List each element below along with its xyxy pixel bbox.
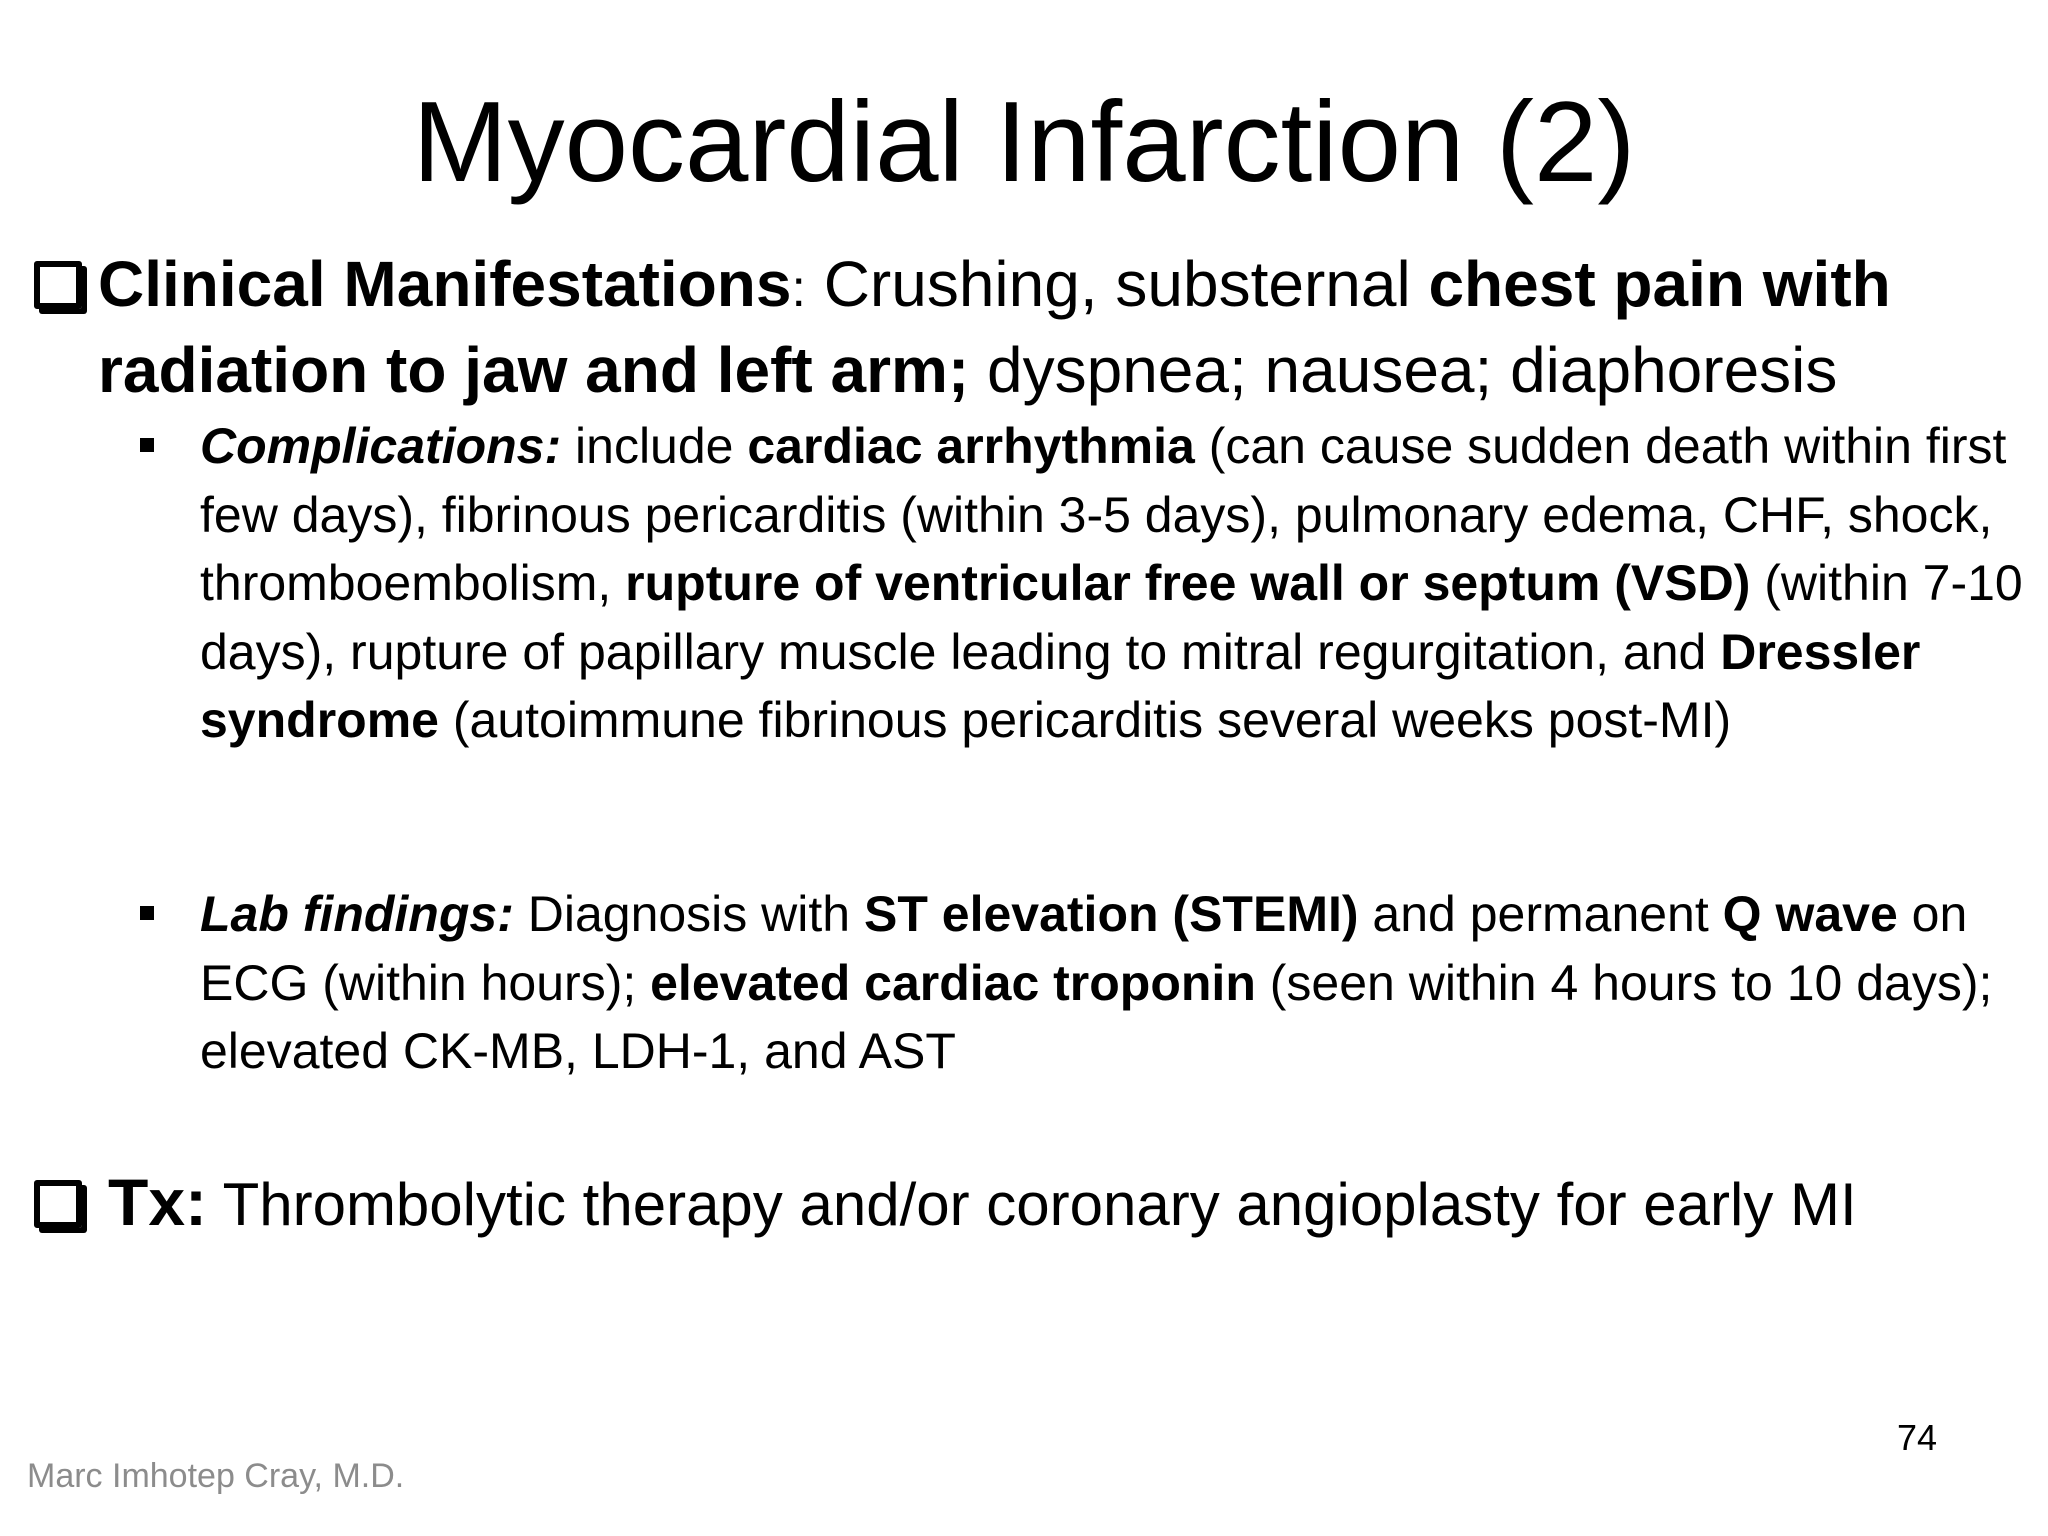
- lab-findings-text: [200, 880, 2030, 1086]
- lab-bold-2: Q wave: [1722, 886, 1898, 942]
- checkbox-bullet-icon: [34, 1180, 82, 1228]
- complications-text-4: (autoimmune fibrinous pericarditis several weeks post-MI): [438, 692, 1732, 748]
- lab-text-2: and permanent: [1358, 886, 1723, 942]
- treatment-item: [34, 1162, 2024, 1245]
- square-bullet-icon: [140, 438, 154, 452]
- complications-text: [200, 412, 2030, 755]
- treatment-text: [108, 1162, 2024, 1245]
- clinical-manifestations-item: [34, 244, 2024, 411]
- tx-text: Thrombolytic therapy and/or coronary angioplasty for early MI: [207, 1171, 1857, 1238]
- lab-findings-item: [200, 880, 2030, 1086]
- checkbox-bullet-icon: [34, 261, 82, 309]
- lab-text-1: Diagnosis with: [513, 886, 864, 942]
- page-number: 74: [1897, 1417, 1938, 1458]
- complications-bold-1: cardiac arrhythmia: [747, 418, 1195, 474]
- author-footer: Marc Imhotep Cray, M.D.: [27, 1457, 405, 1495]
- complications-bold-3: Dressler syndrome: [200, 623, 1921, 748]
- clinical-label: Clinical Manifestations: [98, 248, 792, 320]
- clinical-manifestations-text: [98, 244, 2024, 411]
- complications-text-2: (can cause sudden death within first few days), fibrinous pericarditis (within 3-5 days), pulmonary edema, CHF, shock, thromboembolism,: [200, 418, 2007, 611]
- complications-text-1: include: [561, 418, 748, 474]
- complications-label: Complications:: [200, 418, 562, 474]
- lab-text-3: on ECG (within hours);: [200, 886, 1968, 1011]
- lab-bold-3: elevated cardiac troponin: [650, 954, 1256, 1011]
- clinical-bold-1: chest pain with radiation to jaw and left arm;: [98, 248, 1891, 406]
- clinical-text-2: dyspnea; nausea; diaphoresis: [969, 334, 1838, 406]
- complications-item: [200, 412, 2030, 755]
- clinical-colon: :: [791, 260, 806, 318]
- lab-label: Lab findings:: [200, 886, 514, 942]
- slide-title: Myocardial Infarction (2): [412, 79, 1636, 206]
- lab-bold-1: ST elevation (STEMI): [864, 886, 1359, 942]
- square-bullet-icon: [140, 906, 154, 920]
- lab-text-4: (seen within 4 hours to 10 days); elevated CK-MB, LDH-1, and AST: [200, 954, 1993, 1079]
- complications-text-3: (within 7-10 days), rupture of papillary muscle leading to mitral regurgitation, and: [200, 555, 2023, 680]
- complications-bold-2: rupture of ventricular free wall or septum (VSD): [625, 555, 1751, 611]
- tx-label: Tx:: [108, 1165, 207, 1239]
- clinical-text-1: Crushing, substernal: [805, 248, 1429, 320]
